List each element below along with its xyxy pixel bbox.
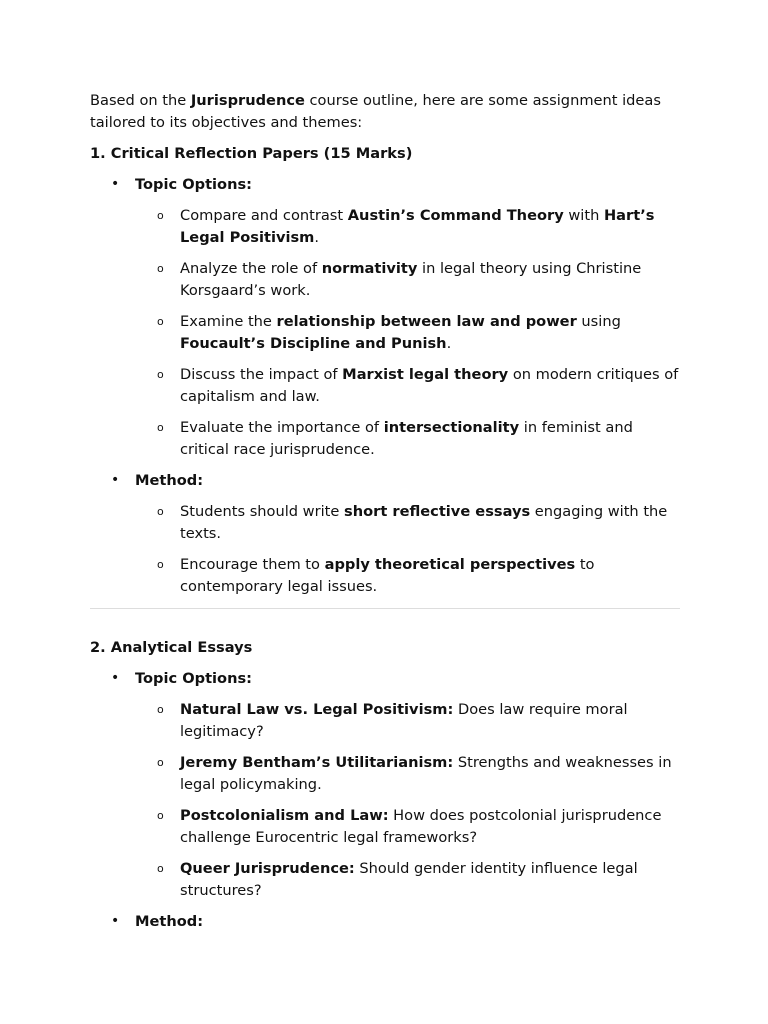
list-item: o Evaluate the importance of intersectionality in feminist and critical race jurisprudence. bbox=[157, 419, 633, 458]
topic-options-label: Topic Options: bbox=[135, 176, 252, 193]
section-1-topics bbox=[135, 205, 680, 460]
method-label: Method: bbox=[135, 472, 204, 489]
bullet-icon: • bbox=[111, 472, 120, 488]
intro-paragraph: Based on the Jurisprudence course outline, here are some assignment ideas tailored to its objectives and themes: bbox=[90, 92, 661, 131]
section-2-topic-options bbox=[90, 668, 680, 901]
list-item: o Compare and contrast Austin’s Command Theory with Hart’s Legal Positivism. bbox=[157, 207, 655, 246]
list-item: o Analyze the role of normativity in legal theory using Christine Korsgaard’s work. bbox=[157, 260, 642, 299]
circle-bullet-icon: o bbox=[157, 862, 164, 875]
circle-bullet-icon: o bbox=[157, 421, 164, 434]
method-label: Method: bbox=[135, 913, 204, 930]
section-1-list bbox=[90, 174, 680, 597]
bullet-icon: • bbox=[111, 670, 120, 686]
list-item: o Encourage them to apply theoretical perspectives to contemporary legal issues. bbox=[157, 556, 595, 595]
section-2-method bbox=[90, 911, 680, 932]
circle-bullet-icon: o bbox=[157, 756, 164, 769]
list-item: o Natural Law vs. Legal Positivism: Does law require moral legitimacy? bbox=[157, 701, 628, 740]
circle-bullet-icon: o bbox=[157, 505, 164, 518]
list-item: o Students should write short reflective essays engaging with the texts. bbox=[157, 503, 668, 542]
section-1-heading: 1. Critical Reflection Papers (15 Marks) bbox=[90, 145, 413, 162]
circle-bullet-icon: o bbox=[157, 209, 164, 222]
circle-bullet-icon: o bbox=[157, 558, 164, 571]
list-item: o Jeremy Bentham’s Utilitarianism: Strengths and weaknesses in legal policymaking. bbox=[157, 754, 672, 793]
list-item: o Queer Jurisprudence: Should gender identity influence legal structures? bbox=[157, 860, 638, 899]
list-item: o Discuss the impact of Marxist legal theory on modern critiques of capitalism and law. bbox=[157, 366, 679, 405]
bullet-icon: • bbox=[111, 913, 120, 929]
document-content bbox=[90, 90, 680, 932]
section-1-method bbox=[90, 470, 680, 597]
section-2-heading: 2. Analytical Essays bbox=[90, 639, 253, 656]
circle-bullet-icon: o bbox=[157, 315, 164, 328]
list-item: o Examine the relationship between law and power using Foucault’s Discipline and Punish. bbox=[157, 313, 621, 352]
section-1-methods bbox=[135, 501, 680, 597]
section-2-topics bbox=[135, 699, 680, 901]
topic-options-label: Topic Options: bbox=[135, 670, 252, 687]
circle-bullet-icon: o bbox=[157, 262, 164, 275]
list-item: o Postcolonialism and Law: How does postcolonial jurisprudence challenge Eurocentric legal frameworks? bbox=[157, 807, 662, 846]
section-1-topic-options bbox=[90, 174, 680, 460]
section-divider bbox=[90, 608, 680, 609]
circle-bullet-icon: o bbox=[157, 368, 164, 381]
circle-bullet-icon: o bbox=[157, 703, 164, 716]
circle-bullet-icon: o bbox=[157, 809, 164, 822]
bullet-icon: • bbox=[111, 176, 120, 192]
section-2-list bbox=[90, 668, 680, 932]
